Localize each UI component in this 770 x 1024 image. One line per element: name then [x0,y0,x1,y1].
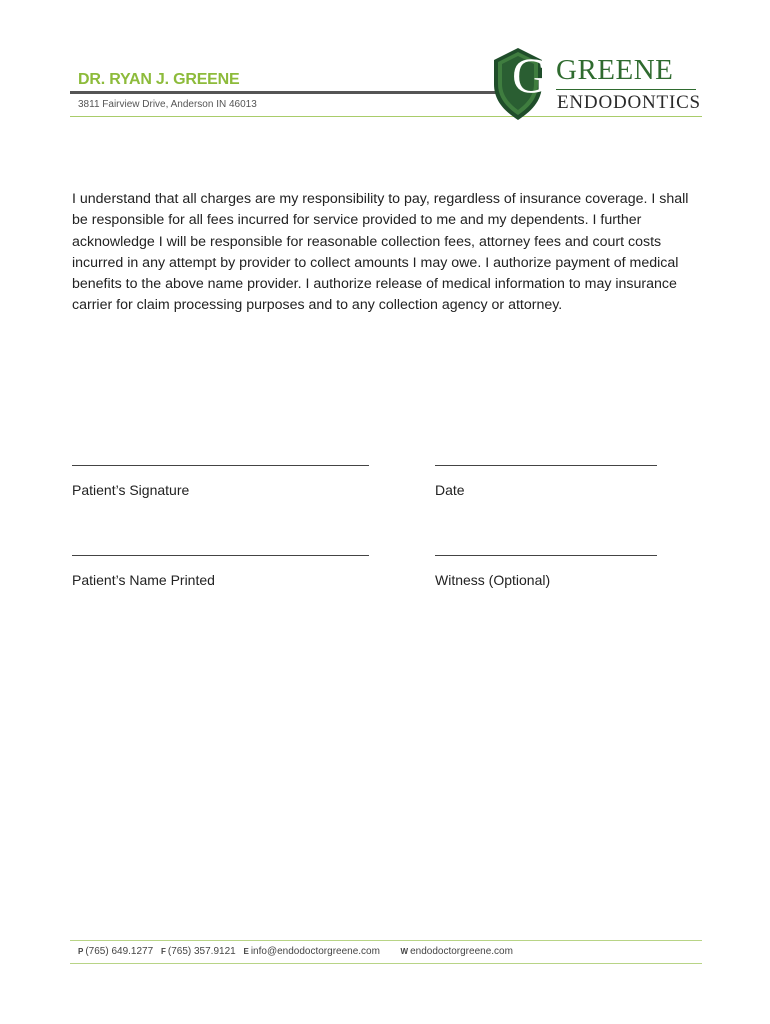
date-label: Date [435,482,465,498]
header-dark-rule [70,91,512,94]
agreement-paragraph: I understand that all charges are my responsibility to pay, regardless of insurance coverage. I shall be responsible for all fees incurred for service provided to me and my dependents. I further acknowledge I will be responsible for reasonable collection fees, attorney fees and court costs incurred in any attempt by provider to collect amounts I may owe. I authorize payment of medical benefits to the above name provider. I authorize release of medical information to may insurance carrier for claim processing purposes and to any collection agency or attorney. [72,191,689,314]
email-link[interactable]: info@endodoctorgreene.com [250,946,380,957]
witness-label: Witness (Optional) [435,572,551,588]
phone-number: (765) 649.1277 [85,946,154,957]
patient-signature-label: Patient’s Signature [72,482,190,498]
web-key: W [400,947,409,956]
footer-contact [78,946,518,957]
email-key: E [243,947,249,956]
phone-key: P [78,947,84,956]
footer-bottom-rule [70,963,702,964]
practice-address: 3811 Fairview Drive, Anderson IN 46013 [78,99,257,110]
logo-subtitle: ENDODONTICS [557,92,701,113]
date-line[interactable] [435,465,657,466]
doctor-name: DR. RYAN J. GREENE [78,71,240,88]
witness-line[interactable] [435,555,657,556]
logo-name: GREENE [556,54,674,86]
fax-key: F [160,947,166,956]
website-link[interactable]: endodoctorgreene.com [410,946,513,957]
patient-name-printed-line[interactable] [72,555,369,556]
patient-signature-line[interactable] [72,465,369,466]
fax-number: (765) 357.9121 [167,946,236,957]
patient-name-printed-label: Patient’s Name Printed [72,572,215,588]
footer-top-rule [70,940,702,941]
logo-divider [556,89,696,90]
logo-letter: G [511,47,549,103]
